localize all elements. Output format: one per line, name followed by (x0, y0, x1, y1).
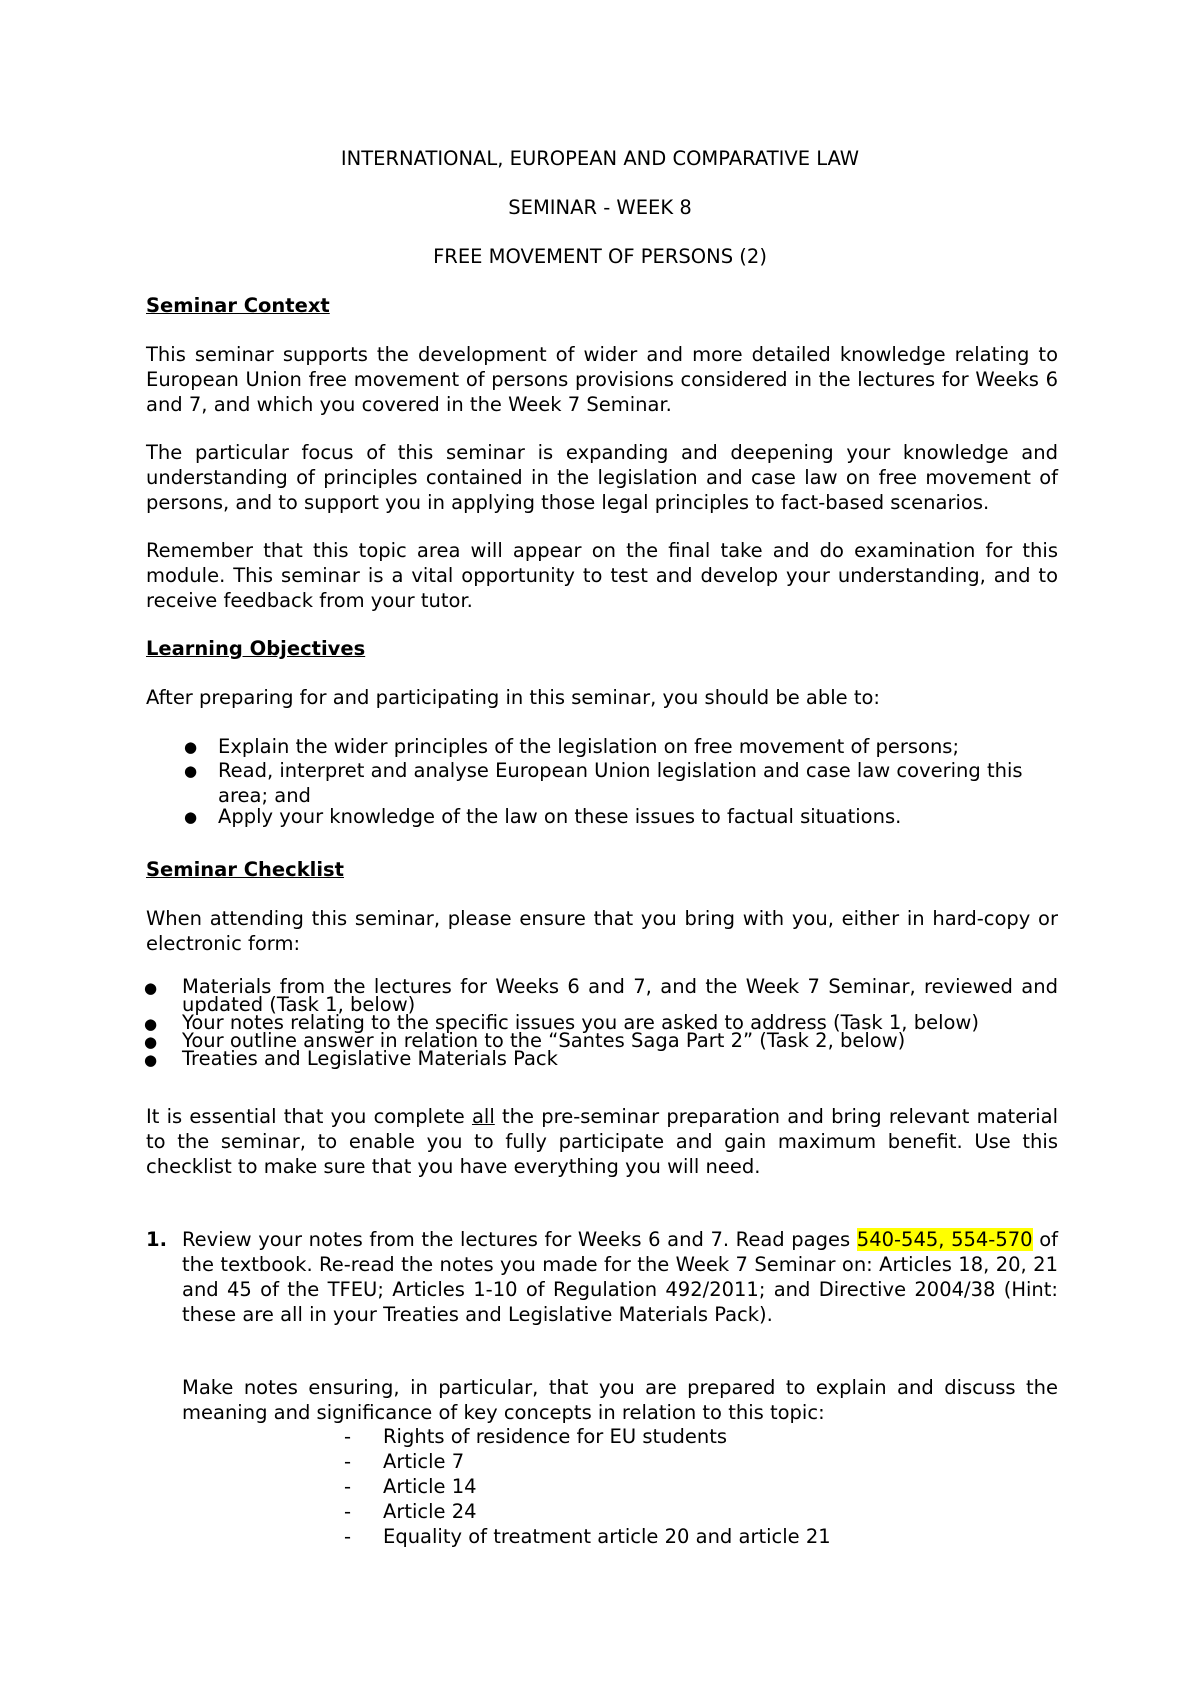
concept-text: Equality of treatment article 20 and article 21 (383, 1525, 831, 1548)
objective-text: Explain the wider principles of the legislation on free movement of persons; (218, 735, 960, 758)
dash-icon: - (344, 1425, 352, 1448)
bullet-icon: ● (144, 1015, 158, 1033)
highlighted-pages: 540-545, 554-570 (856, 1228, 1033, 1251)
task1-text: of the textbook. Re-read the notes you made for the Week 7 Seminar on: Articles 18, 20, 21 and 45 of the TFEU; Articles 1-10 of Regulation 492/2011; and Directive 2004/38 (Hint: these are all in your Treaties and Legislative Materials Pack). (182, 1228, 1058, 1326)
dash-icon: - (344, 1450, 352, 1473)
closing-text: It is essential that you complete (146, 1105, 465, 1128)
concept-text: Article 14 (383, 1475, 477, 1498)
seminar-topic: FREE MOVEMENT OF PERSONS (2) (433, 245, 767, 268)
dash-icon: - (344, 1525, 352, 1548)
dash-icon: - (344, 1475, 352, 1498)
objectives-heading: Learning Objectives (146, 637, 366, 660)
closing-emphasis: all (471, 1105, 495, 1128)
checklist-intro: When attending this seminar, please ensure that you bring with you, either in hard-copy or electronic form: (146, 907, 1058, 955)
checklist-item-text: Your outline answer in relation to the “Santes Saga Part 2” (Task 2, below) (182, 1029, 906, 1052)
checklist-closing (146, 1104, 1058, 1179)
checklist-item-text: Your notes relating to the specific issues you are asked to address (Task 1, below) (182, 1011, 979, 1034)
bullet-icon: ● (184, 762, 198, 780)
checklist-heading: Seminar Checklist (146, 858, 344, 881)
dash-icon: - (344, 1500, 352, 1523)
bullet-icon: ● (184, 808, 198, 826)
context-paragraph-2: The particular focus of this seminar is expanding and deepening your knowledge and understanding of principles contained in the legislation and case law on free movement of persons, and to support you in applying those legal principles to fact-based scenarios. (146, 441, 1058, 514)
context-heading: Seminar Context (146, 294, 330, 317)
closing-text: the pre-seminar preparation and bring relevant material to the seminar, to enable you to fully participate and gain maximum benefit. Use this checklist to make sure that you have everything you will need. (146, 1105, 1058, 1178)
seminar-week: SEMINAR - WEEK 8 (508, 196, 692, 219)
objective-text: Apply your knowledge of the law on these issues to factual situations. (218, 805, 902, 828)
bullet-icon: ● (184, 738, 198, 756)
bullet-icon: ● (144, 1051, 158, 1069)
context-paragraph-1: This seminar supports the development of wider and more detailed knowledge relating to European Union free movement of persons provisions considered in the lectures for Weeks 6 and 7, and which you covered in the Week 7 Seminar. (146, 343, 1058, 416)
task-number: 1. (146, 1228, 167, 1251)
document-title: INTERNATIONAL, EUROPEAN AND COMPARATIVE LAW (340, 147, 860, 170)
checklist-item-text: Materials from the lectures for Weeks 6 and 7, and the Week 7 Seminar, reviewed and updated (Task 1, below) (182, 975, 1058, 1016)
bullet-icon: ● (144, 979, 158, 997)
concept-text: Article 7 (383, 1450, 465, 1473)
task1-text: Review your notes from the lectures for Weeks 6 and 7. Read pages (182, 1228, 851, 1251)
context-paragraph-3: Remember that this topic area will appear on the final take and do examination for this module. This seminar is a vital opportunity to test and develop your understanding, and to receive feedback from your tutor. (146, 539, 1058, 612)
concept-text: Article 24 (383, 1500, 477, 1523)
task1-paragraph (182, 1227, 1058, 1327)
objectives-intro: After preparing for and participating in this seminar, you should be able to: (146, 686, 880, 709)
objective-text: Read, interpret and analyse European Union legislation and case law covering this area; and (218, 759, 1023, 807)
concept-text: Rights of residence for EU students (383, 1425, 728, 1448)
bullet-icon: ● (144, 1033, 158, 1051)
checklist-item-text: Treaties and Legislative Materials Pack (182, 1047, 558, 1070)
task1-notes-intro: Make notes ensuring, in particular, that you are prepared to explain and discuss the meaning and significance of key concepts in relation to this topic: (182, 1376, 1058, 1424)
